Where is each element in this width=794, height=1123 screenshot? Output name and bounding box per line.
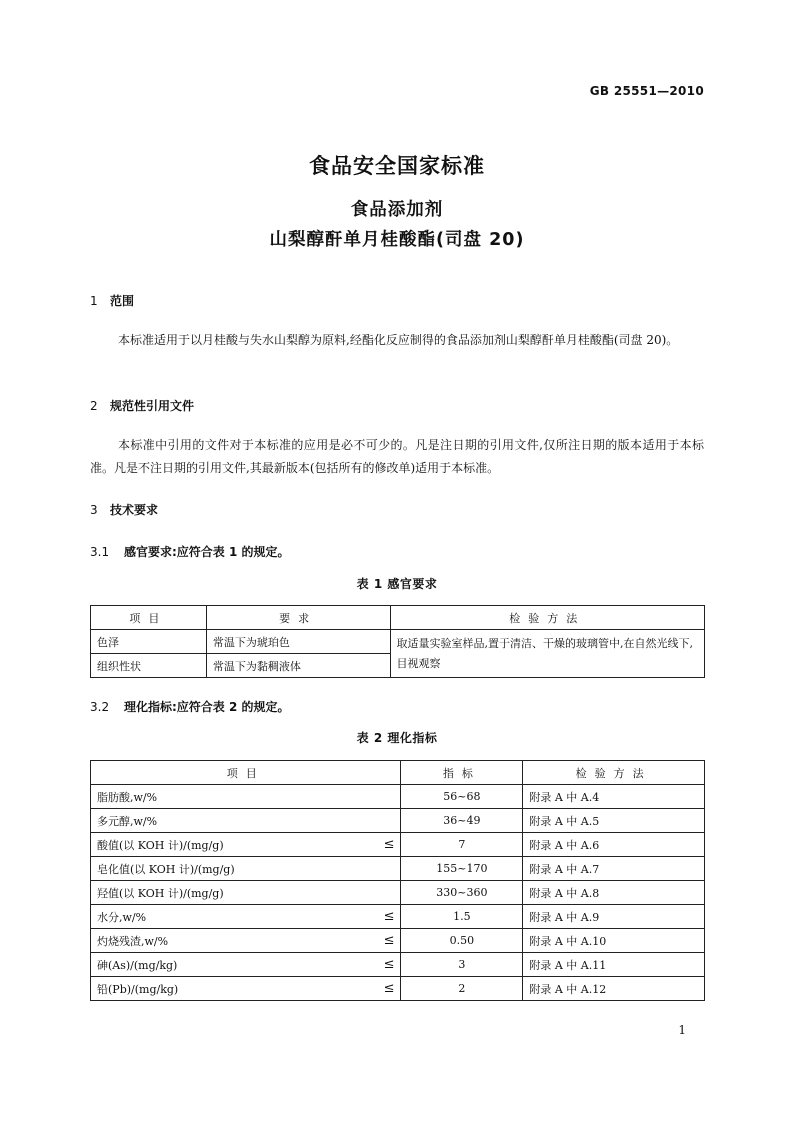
- less-equal-sign: ≤: [383, 908, 395, 924]
- less-equal-sign: ≤: [383, 836, 395, 852]
- item-label: 灼烧残渣,w/%: [97, 934, 169, 948]
- table-header-row: [91, 606, 705, 630]
- table-row: [91, 929, 705, 953]
- cell-index: 330~360: [401, 881, 523, 905]
- cell-method: 附录 A 中 A.11: [523, 953, 705, 977]
- cell-item: [91, 809, 401, 833]
- header-item: 项目: [91, 606, 207, 630]
- section-title: 技术要求: [110, 503, 159, 517]
- section-3-1-heading: [90, 543, 290, 560]
- section-3-2-heading: [90, 698, 290, 715]
- section-2-text: 本标准中引用的文件对于本标准的应用是必不可少的。凡是注日期的引用文件,仅所注日期的版本适用于本标准。凡是不注日期的引用文件,其最新版本(包括所有的修改单)适用于本标准。: [90, 438, 704, 475]
- less-equal-sign: ≤: [383, 932, 395, 948]
- less-equal-sign: ≤: [383, 980, 395, 996]
- section-number: 1: [90, 294, 98, 308]
- document-subtitle-2: 山梨醇酐单月桂酸酯(司盘 20): [269, 230, 525, 250]
- section-title: 范围: [110, 294, 135, 308]
- section-1-heading: [90, 292, 134, 309]
- table-header-row: [91, 761, 705, 785]
- cell-item: [91, 857, 401, 881]
- table-1-sensory: [90, 605, 705, 678]
- header-method: 检验方法: [523, 761, 705, 785]
- cell-item: [91, 929, 401, 953]
- item-label: 多元醇,w/%: [97, 814, 158, 828]
- section-number: 3.2: [90, 700, 110, 714]
- cell-item: [91, 881, 401, 905]
- header-item: 项目: [91, 761, 401, 785]
- table-row: [91, 785, 705, 809]
- section-2-heading: [90, 397, 194, 414]
- cell-item: [91, 833, 401, 857]
- cell-item: [91, 953, 401, 977]
- table-2-physicochemical: [90, 760, 705, 1001]
- cell-method: 附录 A 中 A.10: [523, 929, 705, 953]
- item-label: 砷(As)/(mg/kg): [97, 958, 178, 972]
- section-number: 3: [90, 503, 98, 517]
- section-title: 规范性引用文件: [110, 399, 195, 413]
- table-row: [91, 809, 705, 833]
- table-row: [91, 833, 705, 857]
- cell-method: 附录 A 中 A.6: [523, 833, 705, 857]
- cell-item: [91, 785, 401, 809]
- cell-requirement: 常温下为琥珀色: [206, 630, 390, 654]
- cell-index: 56~68: [401, 785, 523, 809]
- item-label: 脂肪酸,w/%: [97, 790, 158, 804]
- section-1-text: 本标准适用于以月桂酸与失水山梨醇为原料,经酯化反应制得的食品添加剂山梨醇酐单月桂酸酯(司盘 20)。: [118, 333, 679, 347]
- cell-method: 取适量实验室样品,置于清洁、干燥的玻璃管中,在自然光线下,目视观察: [390, 630, 704, 678]
- cell-index: 0.50: [401, 929, 523, 953]
- less-equal-sign: ≤: [383, 956, 395, 972]
- item-label: 羟值(以 KOH 计)/(mg/g): [97, 886, 224, 900]
- document-title: 食品安全国家标准: [309, 154, 485, 178]
- standard-number: GB 25551—2010: [589, 84, 704, 98]
- cell-method: 附录 A 中 A.8: [523, 881, 705, 905]
- section-title: 理化指标:应符合表 2 的规定。: [124, 700, 290, 714]
- document-subtitle-1: 食品添加剂: [350, 200, 444, 220]
- section-number: 2: [90, 399, 98, 413]
- cell-item: 组织性状: [91, 654, 207, 678]
- cell-item: [91, 977, 401, 1001]
- table-1-caption: 表 1 感官要求: [356, 577, 438, 591]
- cell-index: 7: [401, 833, 523, 857]
- cell-index: 155~170: [401, 857, 523, 881]
- table-row: [91, 977, 705, 1001]
- cell-index: 1.5: [401, 905, 523, 929]
- section-title: 感官要求:应符合表 1 的规定。: [124, 545, 290, 559]
- page-number: 1: [678, 1023, 686, 1037]
- header-index: 指标: [401, 761, 523, 785]
- header-method: 检验方法: [390, 606, 704, 630]
- section-3-heading: [90, 501, 158, 518]
- item-label: 铅(Pb)/(mg/kg): [97, 982, 179, 996]
- cell-method: 附录 A 中 A.9: [523, 905, 705, 929]
- cell-item: [91, 905, 401, 929]
- table-2-caption: 表 2 理化指标: [356, 731, 438, 745]
- cell-index: 3: [401, 953, 523, 977]
- cell-index: 36~49: [401, 809, 523, 833]
- cell-method: 附录 A 中 A.4: [523, 785, 705, 809]
- table-row: [91, 630, 705, 654]
- table-row: [91, 905, 705, 929]
- section-number: 3.1: [90, 545, 110, 559]
- header-requirement: 要求: [206, 606, 390, 630]
- item-label: 皂化值(以 KOH 计)/(mg/g): [97, 862, 235, 876]
- cell-requirement: 常温下为黏稠液体: [206, 654, 390, 678]
- table-row: [91, 857, 705, 881]
- cell-method: 附录 A 中 A.5: [523, 809, 705, 833]
- cell-method: 附录 A 中 A.7: [523, 857, 705, 881]
- item-label: 酸值(以 KOH 计)/(mg/g): [97, 838, 224, 852]
- cell-index: 2: [401, 977, 523, 1001]
- table-row: [91, 953, 705, 977]
- cell-method: 附录 A 中 A.12: [523, 977, 705, 1001]
- item-label: 水分,w/%: [97, 910, 147, 924]
- table-row: [91, 881, 705, 905]
- cell-item: 色泽: [91, 630, 207, 654]
